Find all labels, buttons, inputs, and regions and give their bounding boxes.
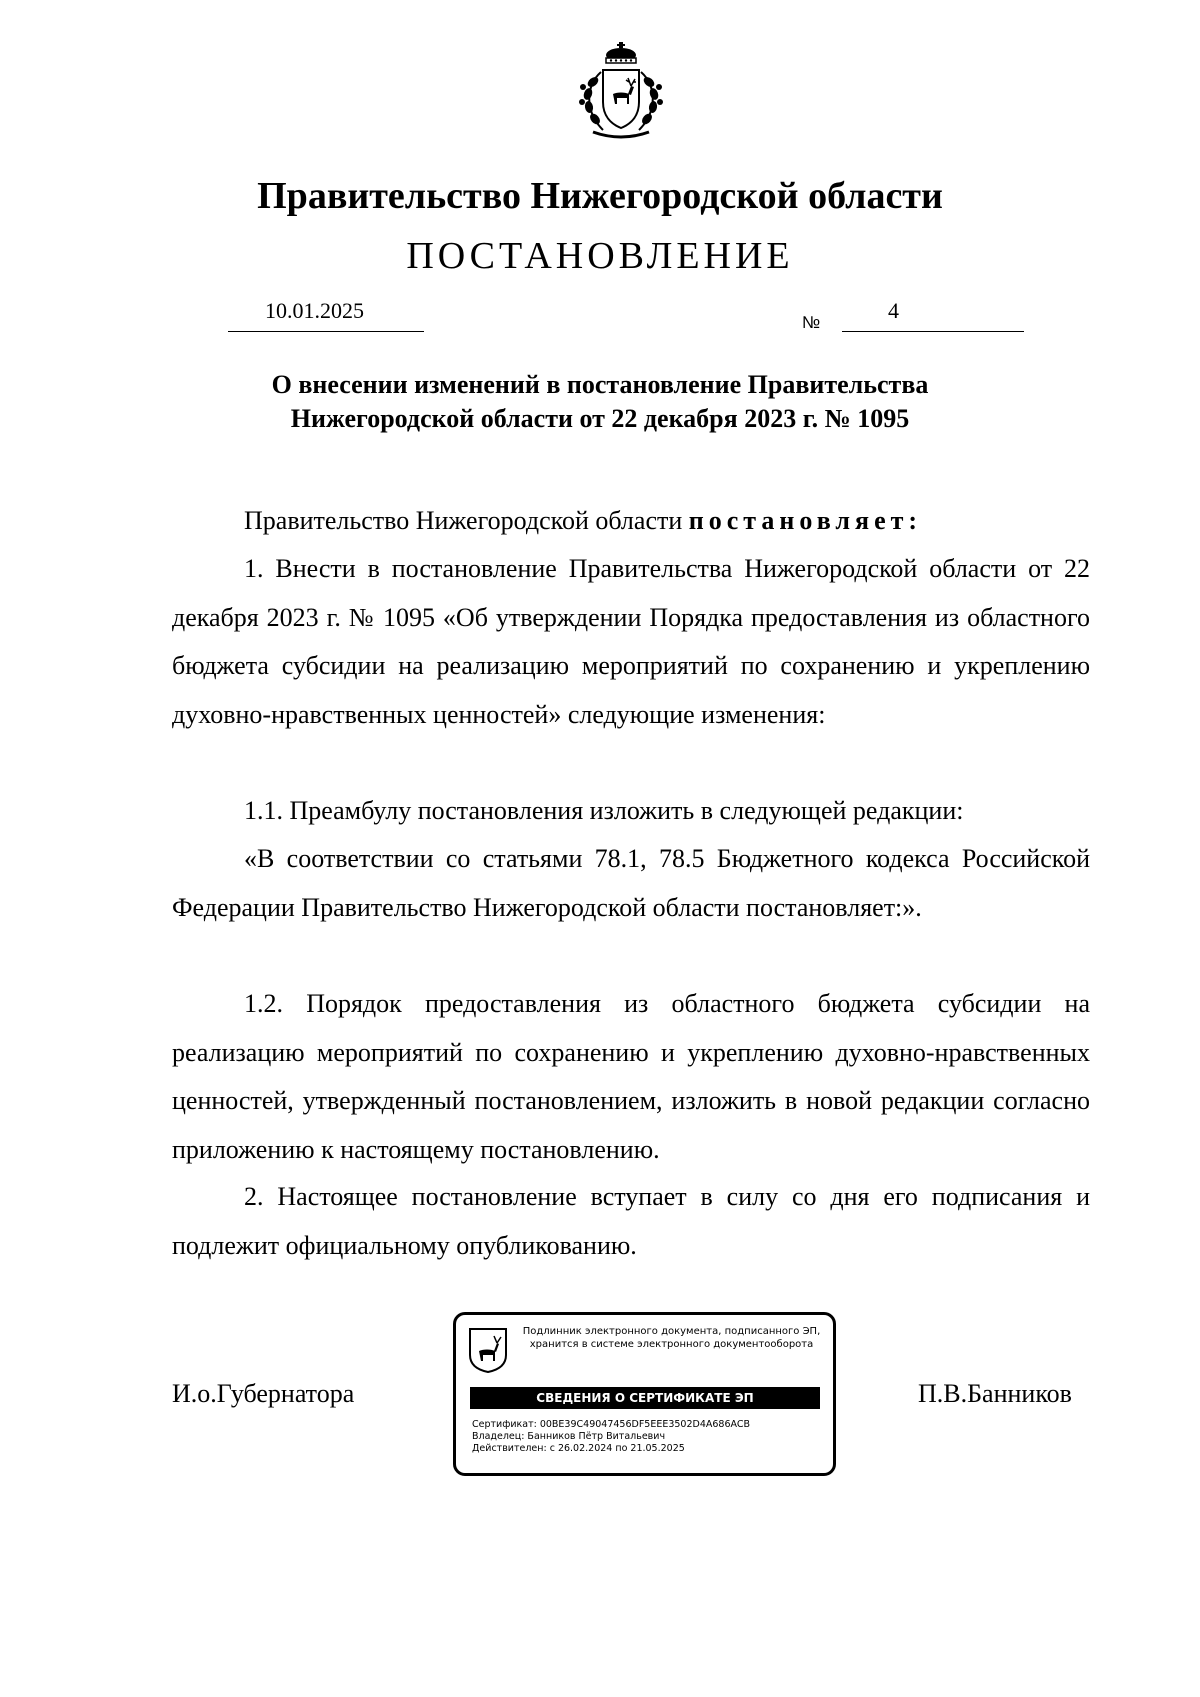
document-number: 4 [888,298,899,323]
certificate-validity: Действителен: с 26.02.2024 по 21.05.2025 [472,1443,685,1454]
certificate-info-band: СВЕДЕНИЯ О СЕРТИФИКАТЕ ЭП [470,1387,820,1409]
preamble-paragraph [172,497,1090,546]
paragraph-1-1-quote: «В соответствии со статьями 78.1, 78.5 Бюджетного кодекса Российской Федерации Правительство Нижегородской области постановляет:». [172,844,1090,922]
certificate-serial: Сертификат: 00BE39C49047456DF5EEE3502D4A686ACB [472,1419,750,1430]
coat-of-arms-icon [573,42,681,144]
signatory-role: И.о.Губернатора [172,1379,355,1408]
subject-line-2: Нижегородской области от 22 декабря 2023 г. № 1095 [290,404,910,433]
paragraph-1: 1. Внести в постановление Правительства Нижегородской области от 22 декабря 2023 г. № 1095 «Об утверждении Порядка предоставления из областного бюджета субсидии на реализацию мероприятий по сохранению и укреплению духовно-нравственных ценностей» следующие изменения: [172,554,1090,729]
government-title: Правительство Нижегородской области [257,175,943,217]
deer-shield-icon [468,1327,508,1373]
document-subject [0,368,1200,436]
document-date: 10.01.2025 [265,298,364,323]
paragraph-1-1: 1.1. Преамбулу постановления изложить в следующей редакции: [244,796,964,825]
signatory-name: П.В.Банников [918,1379,1072,1408]
certificate-details [472,1419,824,1455]
subject-line-1: О внесении изменений в постановление Правительства [271,370,929,399]
certificate-owner: Владелец: Банников Пётр Витальевич [472,1431,666,1442]
document-type: ПОСТАНОВЛЕНИЕ [406,235,794,277]
electronic-signature-stamp [453,1312,836,1476]
preamble-resolves: постановляет: [688,506,923,535]
paragraph-2: 2. Настоящее постановление вступает в силу со дня его подписания и подлежит официальному опубликованию. [172,1182,1090,1260]
number-underline [842,297,1024,332]
paragraph-1-2: 1.2. Порядок предоставления из областного бюджета субсидии на реализацию мероприятий по сохранению и укреплению духовно-нравственных ценностей, утвержденный постановлением, изложить в новой редакции согласно приложению к настоящему постановлению. [172,989,1090,1164]
preamble-text: Правительство Нижегородской области [244,506,683,535]
number-sign: № [802,313,821,332]
stamp-note: Подлинник электронного документа, подписанного ЭП, хранится в системе электронного документооборота [522,1326,821,1350]
